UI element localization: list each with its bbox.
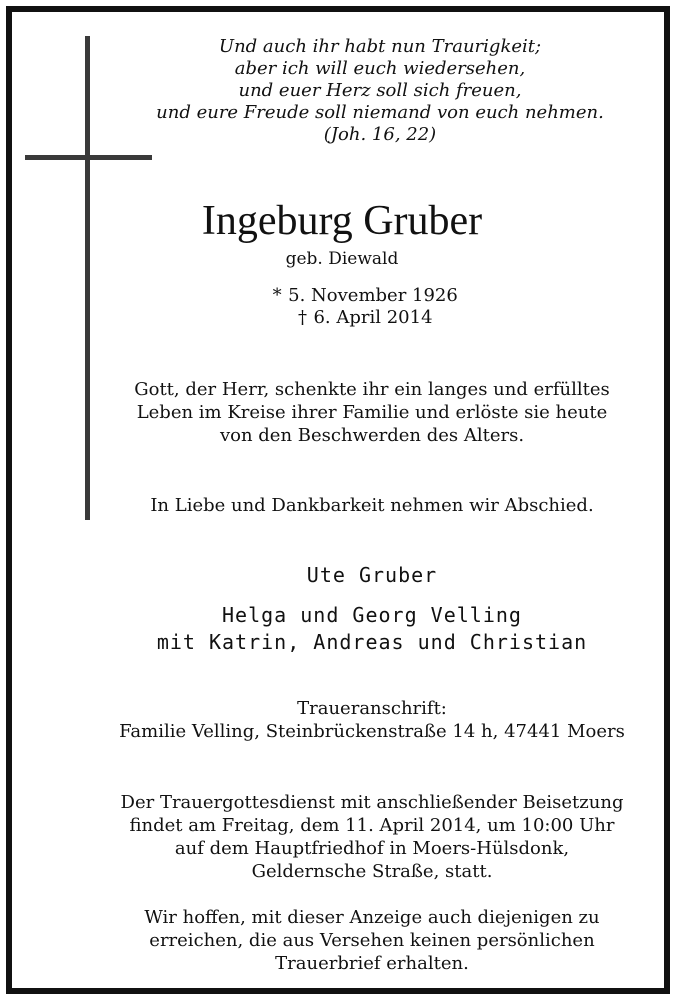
death-date: 6. April 2014	[313, 307, 433, 328]
verse-reference: (Joh. 16, 22)	[323, 124, 437, 145]
life-dates	[242, 285, 482, 329]
note-line: Trauerbrief erhalten.	[275, 953, 469, 974]
birth-date: 5. November 1926	[288, 285, 458, 306]
mourner-name: Helga und Georg Velling	[222, 603, 522, 627]
service-line: auf dem Hauptfriedhof in Moers-Hülsdonk,	[174, 838, 570, 859]
service-line: Der Trauergottesdienst mit anschließender Beisetzung	[120, 792, 624, 813]
service-line: findet am Freitag, dem 11. April 2014, um 10:00 Uhr	[129, 815, 615, 836]
note-line: erreichen, die aus Versehen keinen persönlichen	[149, 930, 595, 951]
mourner-name: Ute Gruber	[306, 563, 438, 587]
life-text-line: Gott, der Herr, schenkte ihr ein langes und erfülltes	[134, 379, 610, 400]
maiden-name: geb. Diewald	[285, 249, 399, 269]
mourner-name: mit Katrin, Andreas und Christian	[156, 630, 588, 654]
spacer	[92, 589, 652, 602]
farewell-text: In Liebe und Dankbarkeit nehmen wir Abschied.	[150, 495, 594, 516]
address-label: Traueranschrift:	[297, 698, 447, 719]
cross-icon	[85, 36, 90, 520]
bible-verse	[100, 36, 660, 146]
obituary-frame	[6, 6, 670, 994]
address-value: Familie Velling, Steinbrückenstraße 14 h, 47441 Moers	[119, 721, 625, 742]
birth-star-icon: *	[272, 285, 282, 306]
funeral-service-info	[72, 791, 672, 883]
note-line: Wir hoffen, mit dieser Anzeige auch diejenigen zu	[144, 907, 600, 928]
service-line: Geldernsche Straße, statt.	[251, 861, 493, 882]
death-row	[242, 307, 482, 329]
life-text-line: von den Beschwerden des Alters.	[219, 425, 525, 446]
life-text	[92, 378, 652, 447]
verse-line: und euer Herz soll sich freuen,	[238, 80, 522, 101]
mourning-address	[72, 697, 672, 743]
verse-line: Und auch ihr habt nun Traurigkeit;	[218, 36, 542, 57]
birth-row	[242, 285, 482, 307]
life-text-line: Leben im Kreise ihrer Familie und erlöste sie heute	[136, 402, 608, 423]
verse-line: und eure Freude soll niemand von euch nehmen.	[156, 102, 604, 123]
death-dagger-icon: †	[297, 307, 307, 328]
mourners-list	[92, 562, 652, 656]
deceased-name: Ingeburg Gruber	[201, 198, 483, 244]
verse-line: aber ich will euch wiedersehen,	[234, 58, 526, 79]
cross-icon-bar	[25, 155, 152, 160]
closing-note	[72, 906, 672, 975]
